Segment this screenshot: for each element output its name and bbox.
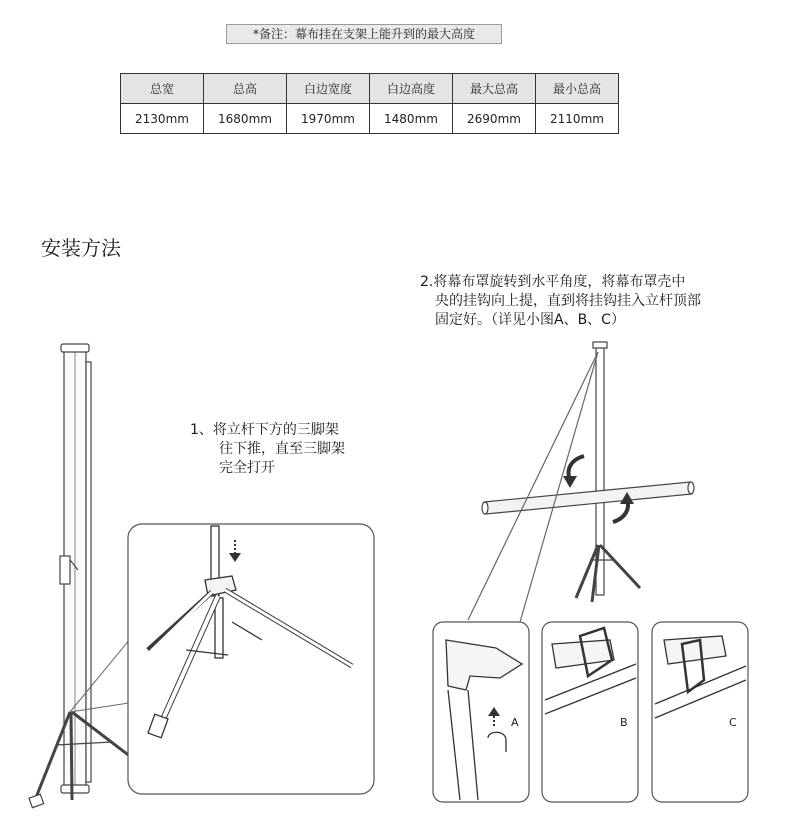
detail-label-b: B [620, 716, 628, 729]
tripod-detail-box [128, 524, 374, 794]
spec-value-max-height: 2690mm [453, 104, 536, 134]
step-1-line: 往下推，直至三脚架 [219, 441, 345, 457]
detail-label-a: A [511, 716, 519, 729]
spec-header-total-height: 总高 [204, 74, 287, 104]
max-height-note: *备注：幕布挂在支架上能升到的最大高度 [226, 24, 502, 44]
step-1-line: 完全打开 [219, 460, 275, 476]
step-1-line: 1、将立杆下方的三脚架 [190, 422, 339, 438]
rotated-screen-illustration [468, 342, 694, 622]
detail-panel-c [652, 622, 748, 802]
step-2-line: 固定好。（详见小图A、B、C） [435, 312, 625, 328]
install-method-title: 安装方法 [41, 236, 121, 260]
detail-panel-a [433, 622, 529, 802]
step-2-line: 央的挂钩向上提，直到将挂钩挂入立杆顶部 [435, 293, 701, 309]
step-2-line: 2.将幕布罩旋转到水平角度，将幕布罩壳中 [420, 274, 686, 290]
spec-value-total-height: 1680mm [204, 104, 287, 134]
spec-header-border-height: 白边高度 [370, 74, 453, 104]
spec-header-total-width: 总宽 [121, 74, 204, 104]
spec-header-min-height: 最小总高 [536, 74, 619, 104]
spec-value-total-width: 2130mm [121, 104, 204, 134]
spec-header-border-width: 白边宽度 [287, 74, 370, 104]
spec-value-border-height: 1480mm [370, 104, 453, 134]
detail-panel-b [542, 622, 638, 802]
spec-value-min-height: 2110mm [536, 104, 619, 134]
spec-header-max-height: 最大总高 [453, 74, 536, 104]
detail-label-c: C [729, 716, 737, 729]
spec-value-border-width: 1970mm [287, 104, 370, 134]
